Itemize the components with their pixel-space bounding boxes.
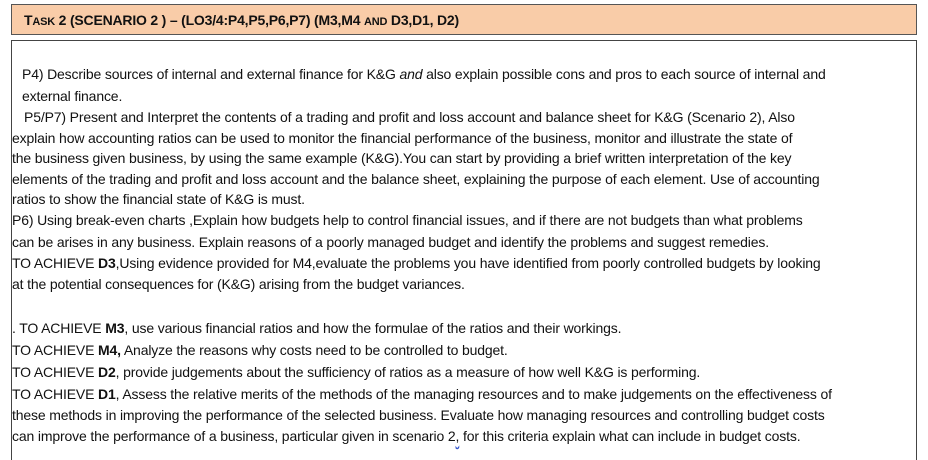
m3-line: . TO ACHIEVE M3, use various financial ratios and how the formulae of the ratios and their workings. bbox=[12, 320, 622, 336]
d1-line-1: TO ACHIEVE D1, Assess the relative merits of the methods of the managing resources and to make judgements on the effectiveness of bbox=[12, 386, 832, 402]
p5p7-line-4: elements of the trading and profit and loss account and the balance sheet, explaining the purpose of each element. Use of accounting bbox=[12, 171, 820, 187]
task-content bbox=[11, 40, 917, 460]
d3-line-2: at the potential consequences for (K&G) arising from the budget variances. bbox=[12, 276, 465, 292]
p6-line-1: P6) Using break-even charts ,Explain how budgets help to control financial issues, and if there are not budgets than what problems bbox=[12, 212, 803, 228]
p5p7-line-5: ratios to show the financial state of K&G is must. bbox=[12, 191, 305, 207]
p5p7-line-3: the business given business, by using the same example (K&G).You can start by providing a brief written interpretation of the key bbox=[12, 150, 792, 166]
d3-line-1: TO ACHIEVE D3,Using evidence provided for M4,evaluate the problems you have identified from poorly controlled budgets by looking bbox=[12, 255, 821, 271]
header-text: TASK 2 (SCENARIO 2 ) – (LO3/4:P4,P5,P6,P7) (M3,M4 AND D3,D1, D2) bbox=[24, 11, 459, 28]
p5p7-line-1: P5/P7) Present and Interpret the contents of a trading and profit and loss account and balance sheet for K&G (Scenario 2), Also bbox=[24, 109, 795, 125]
task-header bbox=[11, 4, 917, 35]
p4-line-1: P4) Describe sources of internal and external finance for K&G and also explain possible cons and pros to each source of internal and bbox=[22, 66, 826, 82]
p5p7-line-2: explain how accounting ratios can be used to monitor the financial performance of the business, monitor and illustrate the state of bbox=[12, 130, 793, 146]
d1-line-2: these methods in improving the performance of the selected business. Evaluate how managing resources and controlling budget costs bbox=[12, 407, 825, 423]
p4-line-2: external finance. bbox=[22, 88, 123, 104]
spellcheck-mark: , bbox=[455, 428, 460, 444]
d2-line: TO ACHIEVE D2, provide judgements about the sufficiency of ratios as a measure of how well K&G is performing. bbox=[12, 364, 701, 380]
d1-line-3: can improve the performance of a business, particular given in scenario 2, for this criteria explain what can include in budget costs. bbox=[12, 428, 801, 444]
m4-line: TO ACHIEVE M4, Analyze the reasons why costs need to be controlled to budget. bbox=[12, 342, 508, 358]
p6-line-2: can be arises in any business. Explain reasons of a poorly managed budget and identify the problems and suggest remedies. bbox=[12, 234, 769, 250]
